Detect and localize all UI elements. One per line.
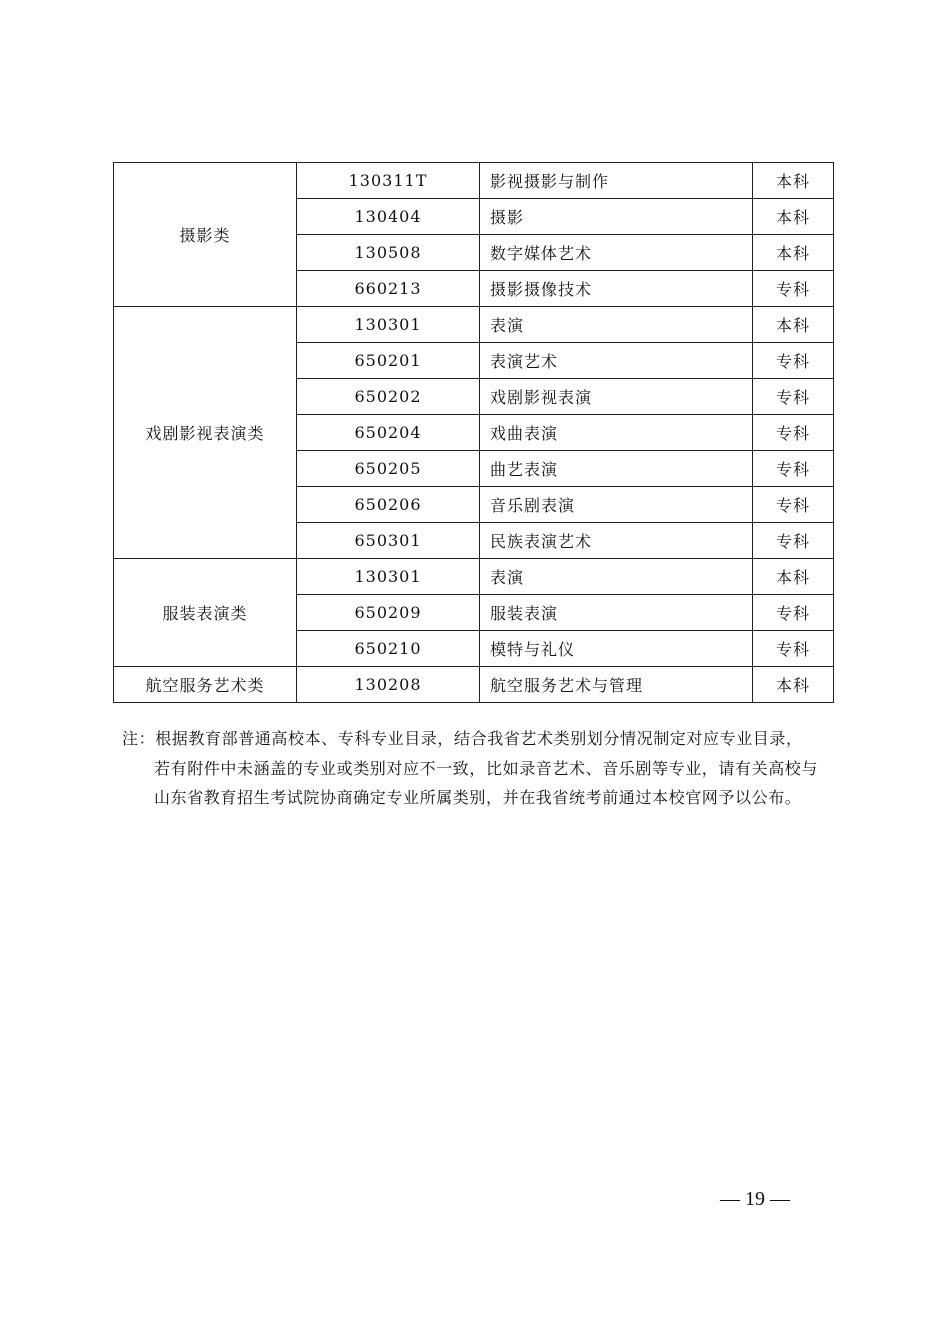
level-cell: 本科 — [753, 667, 834, 703]
major-name-cell: 影视摄影与制作 — [480, 163, 753, 199]
major-name-cell: 模特与礼仪 — [480, 631, 753, 667]
code-cell: 650210 — [297, 631, 480, 667]
code-cell: 130311T — [297, 163, 480, 199]
major-name-cell: 航空服务艺术与管理 — [480, 667, 753, 703]
category-cell: 摄影类 — [114, 163, 297, 307]
code-cell: 650202 — [297, 379, 480, 415]
major-name-cell: 摄影摄像技术 — [480, 271, 753, 307]
major-name-cell: 戏曲表演 — [480, 415, 753, 451]
major-name-cell: 戏剧影视表演 — [480, 379, 753, 415]
table-row — [114, 559, 834, 595]
level-cell: 本科 — [753, 559, 834, 595]
code-cell: 650209 — [297, 595, 480, 631]
level-cell: 本科 — [753, 163, 834, 199]
major-name-cell: 服装表演 — [480, 595, 753, 631]
major-name-cell: 数字媒体艺术 — [480, 235, 753, 271]
code-cell: 650206 — [297, 487, 480, 523]
level-cell: 本科 — [753, 235, 834, 271]
major-name-cell: 表演 — [480, 559, 753, 595]
table-row — [114, 163, 834, 199]
major-name-cell: 民族表演艺术 — [480, 523, 753, 559]
code-cell: 650205 — [297, 451, 480, 487]
major-name-cell: 表演 — [480, 307, 753, 343]
level-cell: 本科 — [753, 307, 834, 343]
level-cell: 本科 — [753, 199, 834, 235]
major-name-cell: 表演艺术 — [480, 343, 753, 379]
level-cell: 专科 — [753, 271, 834, 307]
majors-table — [113, 162, 834, 703]
level-cell: 专科 — [753, 523, 834, 559]
footnote — [122, 724, 827, 813]
code-cell: 650204 — [297, 415, 480, 451]
level-cell: 专科 — [753, 343, 834, 379]
major-name-cell: 曲艺表演 — [480, 451, 753, 487]
major-name-cell: 音乐剧表演 — [480, 487, 753, 523]
level-cell: 专科 — [753, 415, 834, 451]
category-cell: 航空服务艺术类 — [114, 667, 297, 703]
code-cell: 130301 — [297, 307, 480, 343]
level-cell: 专科 — [753, 379, 834, 415]
level-cell: 专科 — [753, 451, 834, 487]
code-cell: 650301 — [297, 523, 480, 559]
code-cell: 130508 — [297, 235, 480, 271]
category-cell: 服装表演类 — [114, 559, 297, 667]
code-cell: 130301 — [297, 559, 480, 595]
table-row — [114, 307, 834, 343]
code-cell: 130208 — [297, 667, 480, 703]
table-row — [114, 667, 834, 703]
level-cell: 专科 — [753, 595, 834, 631]
major-name-cell: 摄影 — [480, 199, 753, 235]
code-cell: 650201 — [297, 343, 480, 379]
code-cell: 130404 — [297, 199, 480, 235]
category-cell: 戏剧影视表演类 — [114, 307, 297, 559]
level-cell: 专科 — [753, 631, 834, 667]
code-cell: 660213 — [297, 271, 480, 307]
footnote-body: 若有附件中未涵盖的专业或类别对应不一致，比如录音艺术、音乐剧等专业，请有关高校与山东省教育招生考试院协商确定专业所属类别，并在我省统考前通过本校官网予以公布。 — [154, 758, 819, 807]
table-body — [114, 163, 834, 703]
footnote-lead: 注：根据教育部普通高校本、专科专业目录，结合我省艺术类别划分情况制定对应专业目录， — [122, 729, 803, 748]
page-number: — 19 — — [720, 1188, 790, 1210]
level-cell: 专科 — [753, 487, 834, 523]
